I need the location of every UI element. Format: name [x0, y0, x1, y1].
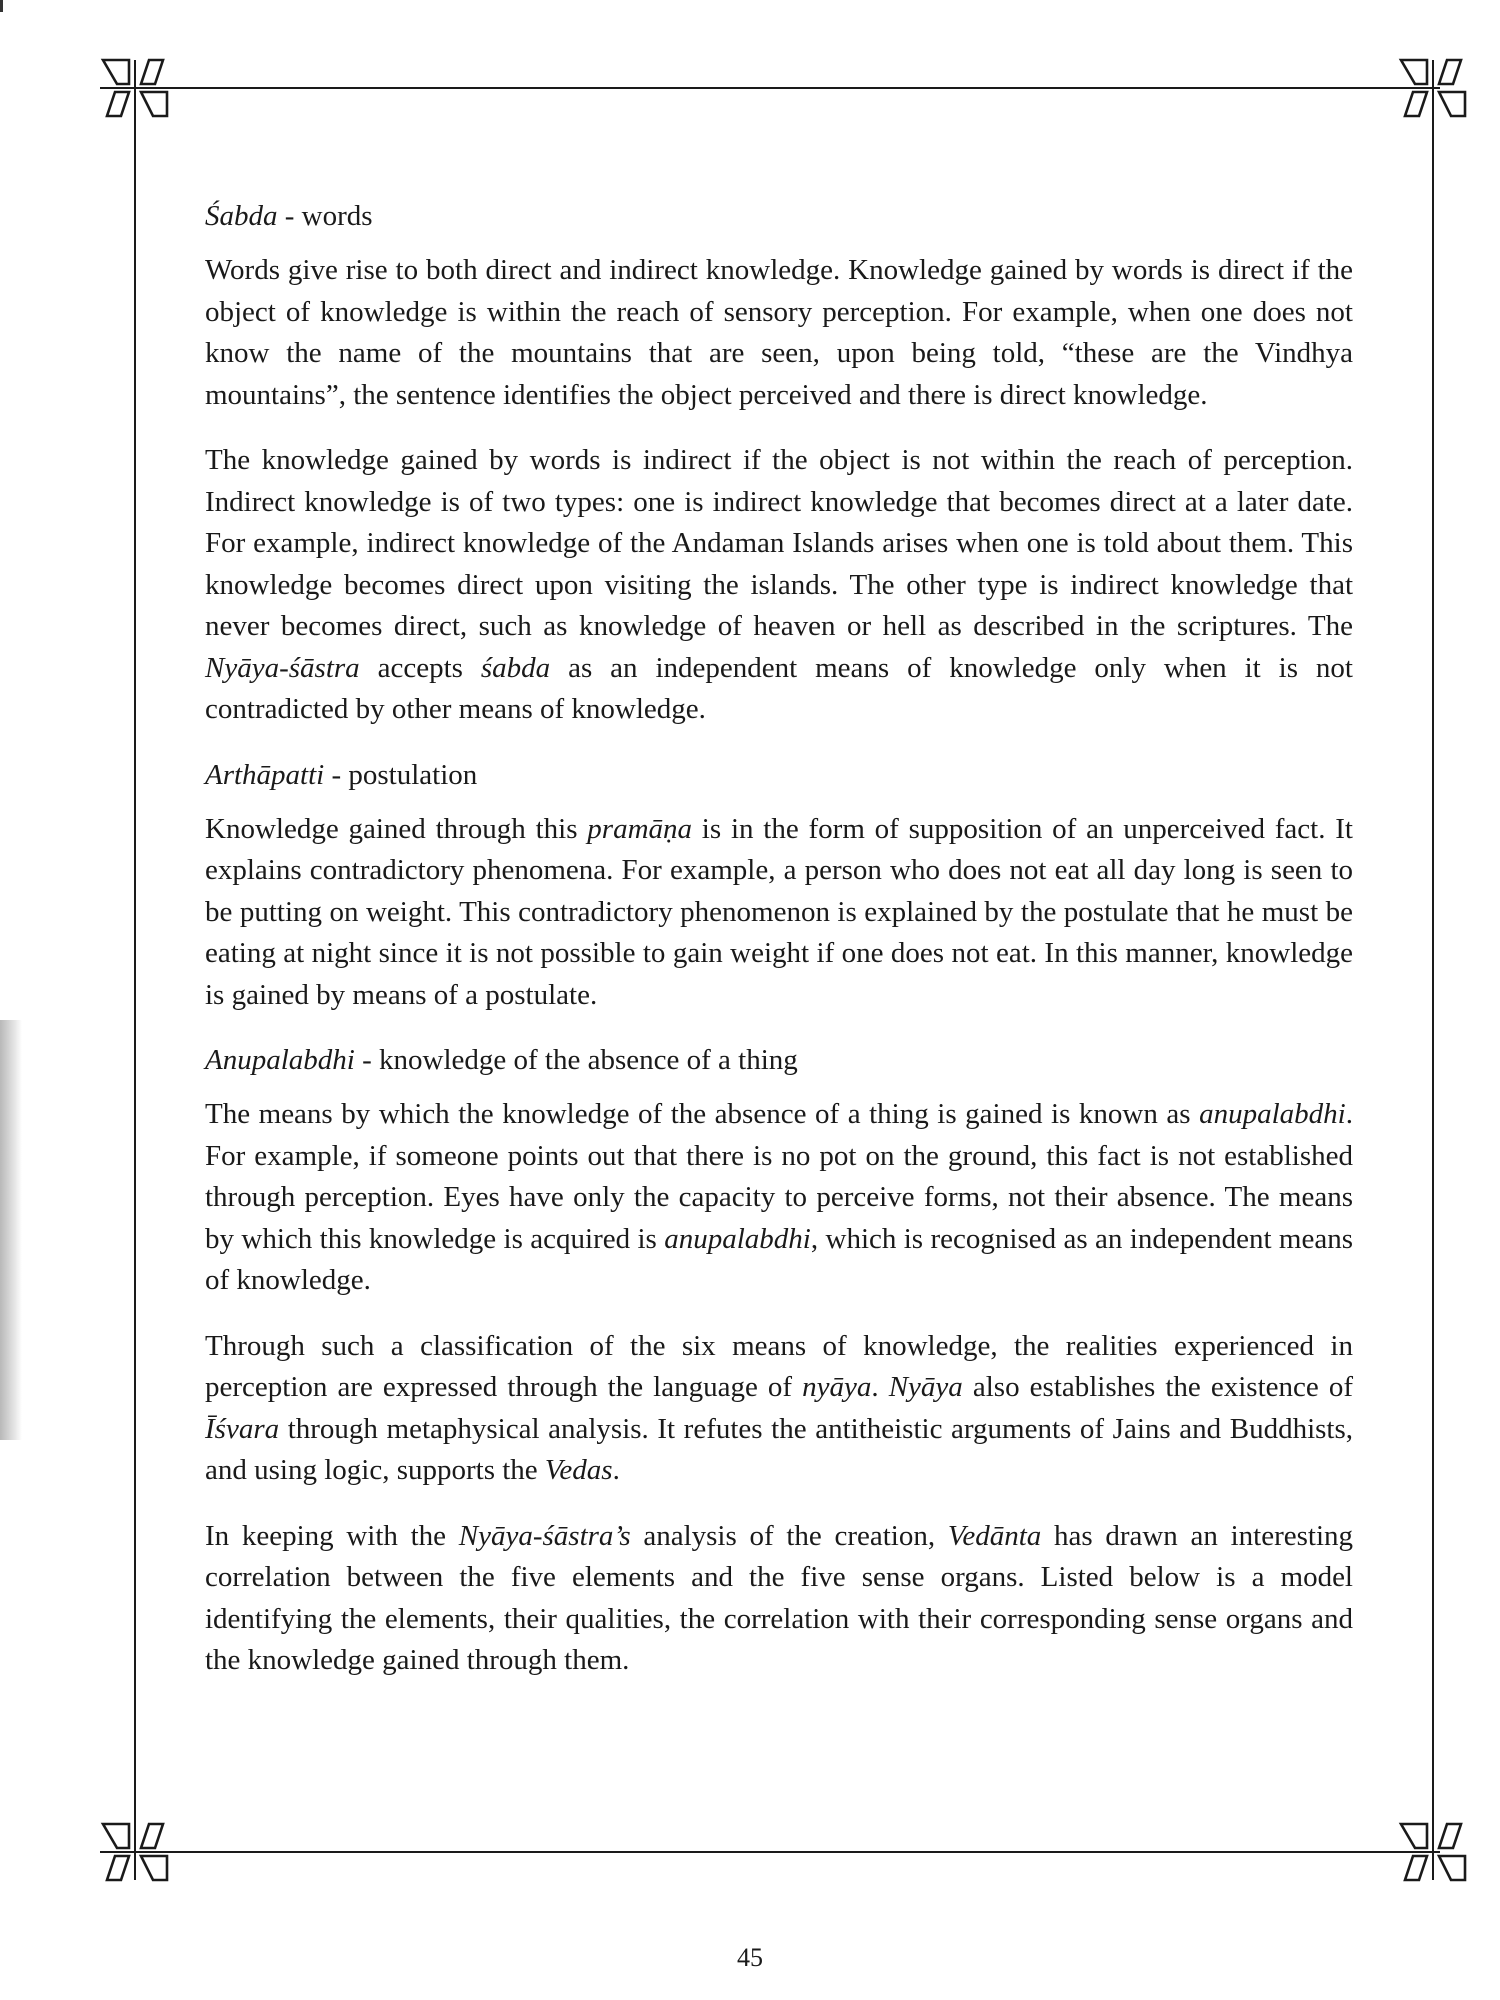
frame-top-rule: [100, 87, 1440, 89]
text-run: Knowledge gained through this: [205, 812, 588, 845]
text-run: .: [612, 1454, 620, 1486]
text-run: The knowledge gained by words is indirect if the object is not within the reach of perception. Indirect knowledge is of two types: one is indirect knowledge that becomes direct at a later date. For example, indirect knowledge of the Andaman Islands arises when one is told about them. This knowledge becomes direct upon visiting the islands. The other type is indirect knowledge that never becomes direct, such as knowledge of heaven or hell as described in the scriptures. The: [205, 444, 1353, 642]
section-term: Śabda: [205, 200, 278, 232]
section-subtitle: - postulation: [324, 758, 478, 791]
italic-term: anupalabdhi: [664, 1222, 811, 1255]
text-run: . For example, if someone points out that there is no pot on the ground, this fact is not established through perception. Eyes have only the capacity to perceive forms, not their absence. The means by which this knowledge is acquired is: [205, 1098, 1353, 1255]
scan-artifact-mark: [0, 0, 3, 12]
italic-term: Nyāya-śāstra: [205, 651, 360, 684]
italic-term: Nyāya-śāstra’s: [458, 1519, 631, 1552]
corner-ornament-bottom-right-icon: [1397, 1816, 1469, 1888]
text-run: is in the form of supposition of an unperceived fact. It explains contradictory phenomena. For example, a person who does not eat all day long is seen to be putting on weight. This contradictory phenomenon is explained by the postulate that he must be eating at night since it is not possible to gain weight if one does not eat. In this manner, knowledge is gained by means of a postulate.: [205, 812, 1353, 1011]
italic-term: pramāṇa: [587, 812, 693, 845]
section-heading: [205, 196, 1353, 236]
frame-bottom-rule: [100, 1851, 1440, 1853]
frame-left-rule: [134, 60, 136, 1880]
italic-term: śabda: [480, 651, 551, 684]
italic-term: Īśvara: [205, 1412, 280, 1445]
corner-ornament-top-left-icon: [99, 52, 171, 124]
section-term: Anupalabdhi: [205, 1044, 355, 1076]
text-run: The means by which the knowledge of the absence of a thing is gained is known as: [205, 1098, 1200, 1130]
italic-term: Vedānta: [947, 1519, 1042, 1552]
scan-edge-shadow: [0, 1020, 22, 1440]
section-heading: [205, 755, 1353, 795]
body-paragraph: [205, 1516, 1353, 1682]
frame-right-rule: [1432, 60, 1434, 1880]
body-paragraph: [205, 1094, 1353, 1302]
text-run: Through such a classification of the six means of knowledge, the realities experienced in perception are expressed through the language of: [205, 1329, 1353, 1403]
text-run: has drawn an interesting correlation between the five elements and the five sense organs. Listed below is a model identifying the elements, their qualities, the correlation with their corresponding sense organs and the knowledge gained through them.: [205, 1519, 1353, 1676]
section-term: Arthāpatti: [205, 758, 325, 791]
text-run: In keeping with the: [205, 1519, 459, 1552]
body-paragraph: [205, 809, 1353, 1017]
section-subtitle: - knowledge of the absence of a thing: [354, 1044, 798, 1076]
italic-term: nyāya: [802, 1371, 872, 1403]
body-paragraph: [205, 250, 1353, 416]
text-run: as an independent means of knowledge only when it is not contradicted by other means of knowledge.: [205, 651, 1353, 725]
page-body: [205, 196, 1353, 1706]
page-number: 45: [737, 1943, 763, 1972]
italic-term: anupalabdhi: [1199, 1098, 1346, 1130]
text-run: , which is recognised as an independent means of knowledge.: [205, 1222, 1353, 1296]
text-run: also establishes the existence of: [962, 1371, 1353, 1403]
text-run: analysis of the creation,: [630, 1519, 948, 1552]
body-paragraph: [205, 440, 1353, 731]
section-subtitle: - words: [277, 200, 373, 232]
italic-term: Nyāya: [888, 1371, 963, 1403]
body-paragraph: [205, 1326, 1353, 1492]
section-heading: [205, 1040, 1353, 1080]
text-run: Words give rise to both direct and indirect knowledge. Knowledge gained by words is direct if the object of knowledge is within the reach of sensory perception. For example, when one does not know the name of the mountains that are seen, upon being told, “these are the Vindhya mountains”, the sentence identifies the object perceived and there is direct knowledge.: [205, 254, 1353, 411]
text-run: through metaphysical analysis. It refutes the antitheistic arguments of Jains and Buddhists, and using logic, supports the: [205, 1412, 1353, 1486]
italic-term: Vedas: [544, 1454, 613, 1486]
corner-ornament-bottom-left-icon: [99, 1816, 171, 1888]
text-run: accepts: [359, 651, 481, 684]
text-run: .: [871, 1371, 889, 1403]
corner-ornament-top-right-icon: [1397, 52, 1469, 124]
